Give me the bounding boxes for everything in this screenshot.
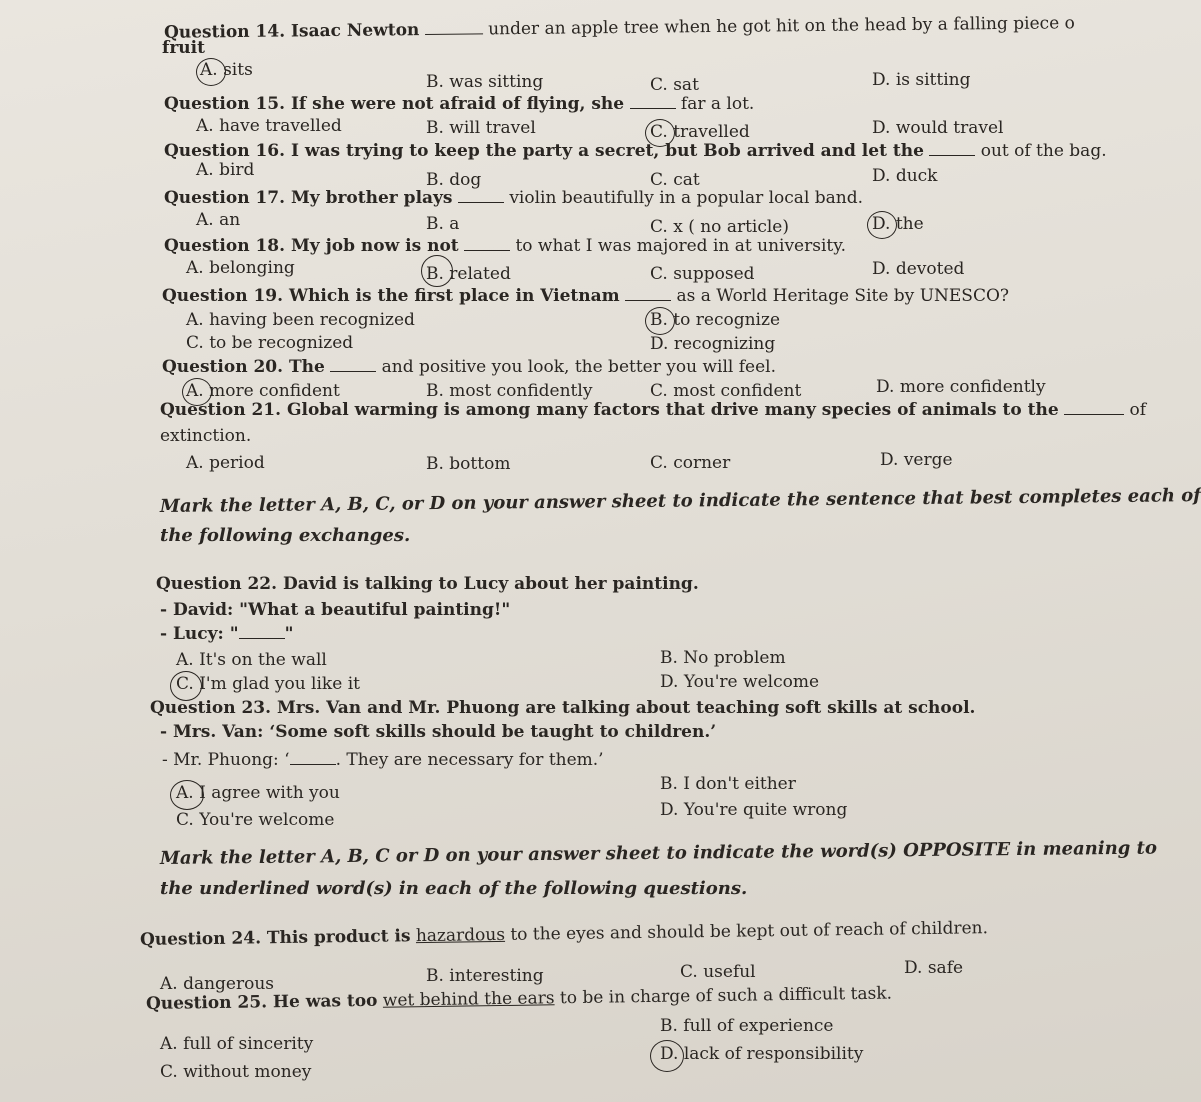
q18-blank bbox=[464, 236, 510, 251]
q16-option-d[interactable]: D. duck bbox=[872, 166, 938, 186]
q20-option-c[interactable]: C. most confident bbox=[650, 381, 802, 401]
q21-blank bbox=[1064, 400, 1124, 415]
q21-option-d[interactable]: D. verge bbox=[880, 450, 953, 470]
q19-option-d[interactable]: D. recognizing bbox=[650, 334, 776, 354]
q23-option-b[interactable]: B. I don't either bbox=[660, 774, 796, 794]
q23-option-a[interactable]: A. I agree with you bbox=[176, 783, 340, 803]
q25-option-d[interactable]: D. lack of responsibility bbox=[660, 1044, 864, 1064]
q16-option-b[interactable]: B. dog bbox=[426, 170, 482, 190]
q25-stem: Question 25. He was too wet behind the ears to be in charge of such a difficult task. bbox=[145, 983, 893, 1014]
q17-answer-circle bbox=[867, 211, 897, 239]
q14-option-b[interactable]: B. was sitting bbox=[426, 72, 544, 92]
q14-answer-circle bbox=[196, 58, 226, 86]
q19-blank bbox=[625, 286, 671, 301]
q25-option-a[interactable]: A. full of sincerity bbox=[160, 1034, 314, 1054]
q23-answer-circle bbox=[170, 780, 204, 810]
q16-option-c[interactable]: C. cat bbox=[650, 170, 700, 190]
q23-option-d[interactable]: D. You're quite wrong bbox=[660, 800, 848, 820]
q17-option-a[interactable]: A. an bbox=[196, 210, 241, 230]
q22-option-d[interactable]: D. You're welcome bbox=[660, 672, 820, 692]
q25-option-c[interactable]: C. without money bbox=[160, 1062, 312, 1082]
q15-stem: Question 15. If she were not afraid of flying, she far a lot. bbox=[164, 94, 755, 114]
q22-answer-circle bbox=[170, 671, 202, 701]
q14-stem: Question 14. Isaac Newton under an apple tree when he got hit on the head by a falling piece o bbox=[163, 13, 1075, 43]
q23-van-line: - Mrs. Van: ‘Some soft skills should be taught to children.’ bbox=[160, 722, 717, 742]
q19-stem: Question 19. Which is the first place in Vietnam as a World Heritage Site by UNESCO? bbox=[162, 286, 1010, 306]
q14-stem-cont: fruit bbox=[162, 38, 205, 58]
q22-option-a[interactable]: A. It's on the wall bbox=[176, 650, 327, 670]
q20-option-b[interactable]: B. most confidently bbox=[426, 381, 593, 401]
q20-option-a[interactable]: A. more confident bbox=[186, 381, 340, 401]
q25-underlined-phrase: wet behind the ears bbox=[382, 988, 555, 1011]
instruction-opposite-line2: the underlined word(s) in each of the following questions. bbox=[160, 878, 748, 899]
instruction-opposite-line1: Mark the letter A, B, C or D on your answer sheet to indicate the word(s) OPPOSITE in meaning to bbox=[159, 837, 1158, 869]
q18-option-a[interactable]: A. belonging bbox=[186, 258, 295, 278]
q15-option-c[interactable]: C. travelled bbox=[650, 122, 750, 142]
q24-option-b[interactable]: B. interesting bbox=[426, 966, 544, 986]
q22-option-b[interactable]: B. No problem bbox=[660, 648, 786, 668]
q25-answer-circle bbox=[650, 1040, 684, 1072]
q17-option-c[interactable]: C. x ( no article) bbox=[650, 217, 790, 237]
q14-option-a[interactable]: A. sits bbox=[200, 60, 253, 80]
q15-blank bbox=[630, 94, 676, 109]
q22-david-line: - David: "What a beautiful painting!" bbox=[160, 600, 511, 620]
q19-option-a[interactable]: A. having been recognized bbox=[186, 310, 415, 330]
q24-option-d[interactable]: D. safe bbox=[904, 958, 964, 978]
q22-option-c[interactable]: C. I'm glad you like it bbox=[176, 674, 360, 694]
q20-blank bbox=[330, 357, 376, 372]
q23-stem: Question 23. Mrs. Van and Mr. Phuong are talking about teaching soft skills at school. bbox=[150, 698, 976, 718]
q18-answer-circle bbox=[421, 255, 453, 287]
q21-option-c[interactable]: C. corner bbox=[650, 453, 731, 473]
q18-option-d[interactable]: D. devoted bbox=[872, 259, 965, 279]
q24-stem: Question 24. This product is hazardous to the eyes and should be kept out of reach of children. bbox=[139, 918, 989, 950]
q16-stem: Question 16. I was trying to keep the party a secret, but Bob arrived and let the out of the bag. bbox=[164, 141, 1107, 161]
q23-option-c[interactable]: C. You're welcome bbox=[176, 810, 335, 830]
q24-option-c[interactable]: C. useful bbox=[680, 962, 756, 982]
q21-option-b[interactable]: B. bottom bbox=[426, 454, 511, 474]
q22-stem: Question 22. David is talking to Lucy about her painting. bbox=[156, 574, 699, 594]
q15-option-a[interactable]: A. have travelled bbox=[196, 116, 342, 136]
q18-option-c[interactable]: C. supposed bbox=[650, 264, 755, 284]
q17-stem: Question 17. My brother plays violin beautifully in a popular local band. bbox=[164, 188, 864, 208]
q24-underlined-word: hazardous bbox=[415, 924, 506, 947]
q14-option-d[interactable]: D. is sitting bbox=[872, 70, 971, 90]
q17-option-d[interactable]: D. the bbox=[872, 214, 924, 234]
q16-option-a[interactable]: A. bird bbox=[196, 160, 255, 180]
q18-stem: Question 18. My job now is not to what I was majored in at university. bbox=[164, 236, 846, 256]
q22-blank bbox=[239, 624, 285, 639]
q17-blank bbox=[458, 188, 504, 203]
q16-blank bbox=[929, 141, 975, 156]
q20-option-d[interactable]: D. more confidently bbox=[876, 377, 1046, 397]
instruction-exchanges-line2: the following exchanges. bbox=[160, 525, 411, 546]
q19-option-c[interactable]: C. to be recognized bbox=[186, 333, 354, 353]
q15-option-d[interactable]: D. would travel bbox=[872, 118, 1004, 138]
q24-option-a[interactable]: A. dangerous bbox=[160, 974, 275, 994]
q21-option-a[interactable]: A. period bbox=[186, 453, 265, 473]
q15-option-b[interactable]: B. will travel bbox=[426, 118, 536, 138]
q18-option-b[interactable]: B. related bbox=[426, 264, 511, 284]
q17-option-b[interactable]: B. a bbox=[426, 214, 460, 234]
q21-stem: Question 21. Global warming is among many factors that drive many species of animals to the of bbox=[160, 400, 1147, 420]
q22-lucy-line: - Lucy: " " bbox=[160, 624, 294, 644]
instruction-exchanges-line1: Mark the letter A, B, C, or D on your answer sheet to indicate the sentence that best completes each of bbox=[159, 485, 1201, 517]
q23-phuong-line: - Mr. Phuong: ‘ . They are necessary for them.’ bbox=[162, 750, 604, 770]
q25-option-b[interactable]: B. full of experience bbox=[660, 1016, 834, 1036]
q14-option-c[interactable]: C. sat bbox=[650, 75, 699, 95]
q19-answer-circle bbox=[645, 307, 675, 335]
q21-stem-cont: extinction. bbox=[160, 426, 252, 446]
q14-blank bbox=[425, 19, 483, 35]
q20-stem: Question 20. The and positive you look, the better you will feel. bbox=[162, 357, 776, 377]
q19-option-b[interactable]: B. to recognize bbox=[650, 310, 780, 330]
q23-blank bbox=[290, 750, 336, 765]
